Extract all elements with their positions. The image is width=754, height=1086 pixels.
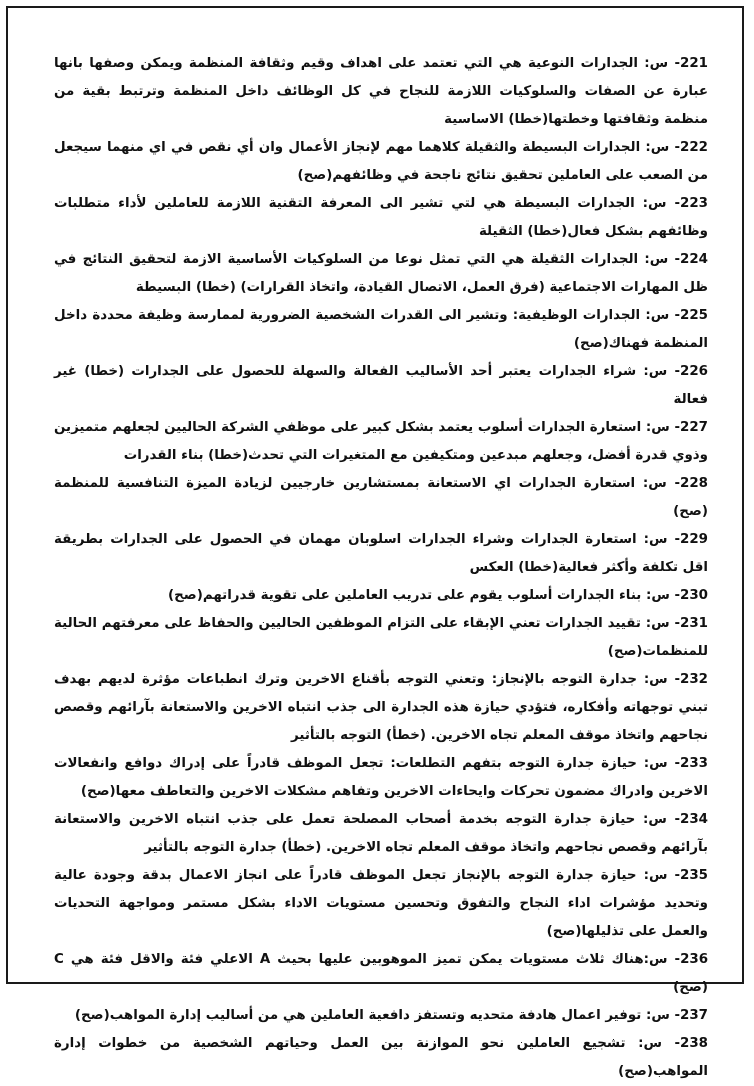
question-item: 228- س: استعارة الجدارات اي الاستعانة بمستشارين خارجيين لزيادة الميزة التنافسية للمنظمة (صح)	[54, 476, 708, 519]
question-item: 234- س: حيازة جدارة التوجه بخدمة أصحاب المصلحة تعمل على جذب انتباه الاخرين والاستعانة بآرائهم وقصص نجاحهم واتخاذ موقف المعلم تجاه الاخرين. (خطأ) جدارة التوجه بالتأثير	[54, 812, 708, 855]
question-item: 232- س: جدارة التوجه بالإنجاز: وتعني التوجه بأقناع الاخرين وترك انطباعات مؤثرة لديهم بهدف تبني توجهاته وأفكاره، فتؤدي حيازة هذه الجدارة الى جذب انتباه الاخرين والاستعانة بآرائهم وقصص نجاحهم واتخاذ موقف المعلم تجاه الاخرين. (خطأ) التوجه بالتأثير	[54, 672, 708, 743]
question-item: 233- س: حيازة جدارة التوجه بتفهم التطلعات: تجعل الموظف قادراً على إدراك دوافع وانفعالات الاخرين وادراك مضمون تحركات وايحاءات الاخرين وتفاهم مشكلات الاخرين والتعاطف معها(صح)	[54, 756, 708, 799]
question-item: 223- س: الجدارات البسيطة هي لتي تشير الى المعرفة التقنية اللازمة للعاملين لأداء متطلبات وظائفهم بشكل فعال(خطا) الثقيلة	[54, 196, 708, 239]
question-item: 238- س: تشجيع العاملين نحو الموازنة بين العمل وحياتهم الشخصية من خطوات إدارة المواهب(صح)	[54, 1036, 708, 1079]
question-item: 230- س: بناء الجدارات أسلوب يقوم على تدريب العاملين على تقوية قدراتهم(صح)	[168, 588, 708, 603]
question-item: 235- س: حيازة جدارة التوجه بالإنجاز تجعل الموظف قادراً على انجاز الاعمال بدقة وجودة عالية وتحديد مؤشرات اداء النجاح والتفوق وتحسين مستويات الاداء بشكل مستمر ومواجهة التحديات والعمل على تذليلها(صح)	[54, 868, 708, 939]
question-list	[54, 50, 708, 1086]
question-item: 222- س: الجدارات البسيطة والثقيلة كلاهما مهم لإنجاز الأعمال وان أي نقص في اي منهما سيجعل من الصعب على العاملين تحقيق نتائج ناجحة في وظائفهم(صح)	[54, 140, 708, 183]
question-item: 236- س:هناك ثلاث مستويات يمكن تميز الموهوبين عليها بحيث A الاعلي فئة والاقل فئة هي C (صح)	[54, 952, 709, 995]
question-item: 225- س: الجدارات الوظيفية: وتشير الى القدرات الشخصية الضرورية لممارسة وظيفة محددة داخل المنظمة فهناك(صح)	[54, 308, 708, 351]
question-item: 227- س: استعارة الجدارات أسلوب يعتمد بشكل كبير على موظفي الشركة الحاليين لجعلهم متميزين وذوي قدرة أفضل، وجعلهم مبدعين ومتكيفين مع المتغيرات التي تحدث(خطا) بناء القدرات	[54, 420, 708, 463]
question-item: 231- س: تقييد الجدارات تعني الإبقاء على التزام الموظفين الحاليين والحفاظ على معرفتهم الحالية للمنظمات(صح)	[54, 616, 708, 659]
question-item: 224- س: الجدارات الثقيلة هي التي تمثل نوعا من السلوكيات الأساسية الازمة لتحقيق النتائج في ظل المهارات الاجتماعية (فرق العمل، الاتصال القيادة، واتخاذ القرارات) (خطا) البسيطة	[54, 252, 708, 295]
question-item: 229- س: استعارة الجدارات وشراء الجدارات اسلوبان مهمان في الحصول على الجدارات بطريقة اقل تكلفة وأكثر فعالية(خطا) العكس	[54, 532, 708, 575]
question-item: 221- س: الجدارات النوعية هي التي تعتمد على اهداف وقيم وثقافة المنظمة ويمكن وصفها بانها عبارة عن الصفات والسلوكيات اللازمة للنجاح في كل الوظائف داخل المنظمة وترتبط بقية من منظمة وثقافتها وخطتها(خطا) الاساسية	[54, 56, 708, 127]
question-item: 226- س: شراء الجدارات يعتبر أحد الأساليب الفعالة والسهلة للحصول على الجدارات (خطا) غير فعالة	[54, 364, 708, 407]
page-frame	[6, 6, 744, 1079]
question-item: 237- س: توفير اعمال هادفة متحديه وتستفز دافعية العاملين هي من أساليب إدارة المواهب(صح)	[74, 1008, 708, 1023]
